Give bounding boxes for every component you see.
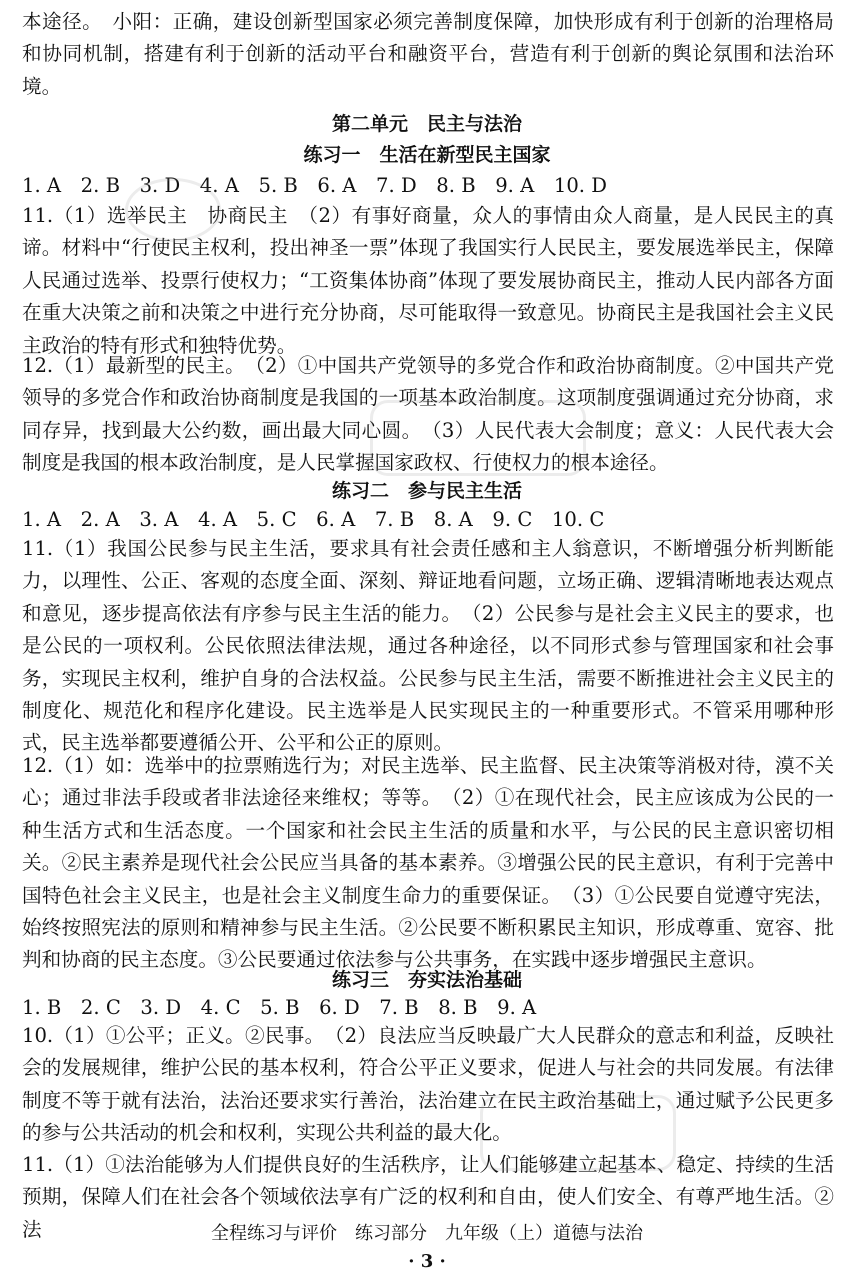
exercise-2-choice-answers: 1. A 2. A 3. A 4. A 5. C 6. A 7. B 8. A 9. C 10. C xyxy=(22,508,605,531)
exercise-2-q11: 11.（1）我国公民参与民主生活，要求具有社会责任感和主人翁意识，不断增强分析判断能力，以理性、公正、客观的态度全面、深刻、辩证地看问题，立场正确、逻辑清晰地表达观点和意见，逐步提高依法有序参与民主生活的能力。 （2）公民参与是社会主义民主的要求，也是公民的一项权利。公民依照法律法规，通过各种途径，以不同形式参与管理国家和社会事务，实现民主权利，维护自身的合法权益。公民参与民主生活，需要不断推进社会主义民主的制度化、规范化和程序化建设。民主选举是人民实现民主的一种重要形式。不管采用哪种形式，民主选举都要遵循公开、公平和公正的原则。 xyxy=(22,537,834,755)
exercise-2-title: 练习二 参与民主生活 xyxy=(331,480,522,502)
intro-paragraph: 本途径。 小阳：正确，建设创新型国家必须完善制度保障，加快形成有利于创新的治理格局和协同机制，搭建有利于创新的活动平台和融资平台，营造有利于创新的舆论氛围和法治环境。 xyxy=(22,10,834,98)
footer-book-title: 全程练习与评价 练习部分 九年级（上）道德与法治 xyxy=(211,1223,643,1244)
exercise-1-choice-answers: 1. A 2. B 3. D 4. A 5. B 6. A 7. D 8. B 9. A 10. D xyxy=(22,174,607,197)
exercise-1-q11: 11.（1）选举民主 协商民主 （2）有事好商量，众人的事情由众人商量，是人民民主的真谛。材料中“行使民主权利，投出神圣一票”体现了我国实行人民民主，要发展选举民主，保障人民通过选举、投票行使权力；“工资集体协商”体现了要发展协商民主，推动人民内部各方面在重大决策之前和决策之中进行充分协商，尽可能取得一致意见。协商民主是我国社会主义民主政治的特有形式和独特优势。 xyxy=(22,204,834,357)
exercise-1-title: 练习一 生活在新型民主国家 xyxy=(303,144,551,166)
page-number: · 3 · xyxy=(408,1251,446,1272)
exercise-3-choice-answers: 1. B 2. C 3. D 4. C 5. B 6. D 7. B 8. B 9. A xyxy=(22,996,537,1019)
exercise-2-q12: 12.（1）如：选举中的拉票贿选行为；对民主选举、民主监督、民主决策等消极对待，漠不关心；通过非法手段或者非法途径来维权；等等。 （2）①在现代社会，民主应该成为公民的一种生活方式和生活态度。一个国家和社会民主生活的质量和水平，与公民的民主意识密切相关。②民主素养是现代社会公民应当具备的基本素养。③增强公民的民主意识，有利于完善中国特色社会主义民主，也是社会主义制度生命力的重要保证。 （3）①公民要自觉遵守宪法，始终按照宪法的原则和精神参与民主生活。②公民要不断积累民主知识，形成尊重、宽容、批判和协商的民主态度。③公民要通过依法参与公共事务，在实践中逐步增强民主意识。 xyxy=(22,754,834,972)
exercise-1-q12: 12.（1）最新型的民主。 （2）①中国共产党领导的多党合作和政治协商制度。②中国共产党领导的多党合作和政治协商制度是我国的一项基本政治制度。这项制度强调通过充分协商，求同存异，找到最大公约数，画出最大同心圆。 （3）人民代表大会制度；意义：人民代表大会制度是我国的根本政治制度，是人民掌握国家政权、行使权力的根本途径。 xyxy=(22,354,834,475)
unit-title: 第二单元 民主与法治 xyxy=(331,113,522,135)
exercise-3-q10: 10.（1）①公平；正义。②民事。 （2）良法应当反映最广大人民群众的意志和利益，反映社会的发展规律，维护公民的基本权利，符合公平正义要求，促进人与社会的共同发展。有法律制度不等于就有法治，法治还要求实行善治，法治建立在民主政治基础上，通过赋予公民更多的参与公共活动的机会和权利，实现公共利益的最大化。 xyxy=(22,1024,834,1145)
exercise-3-title: 练习三 夯实法治基础 xyxy=(331,969,522,991)
exercise-3-q11: 11.（1）①法治能够为人们提供良好的生活秩序，让人们能够建立起基本、稳定、持续的生活预期，保障人们在社会各个领域依法享有广泛的权利和自由，使人们安全、有尊严地生活。②法 xyxy=(22,1153,834,1241)
